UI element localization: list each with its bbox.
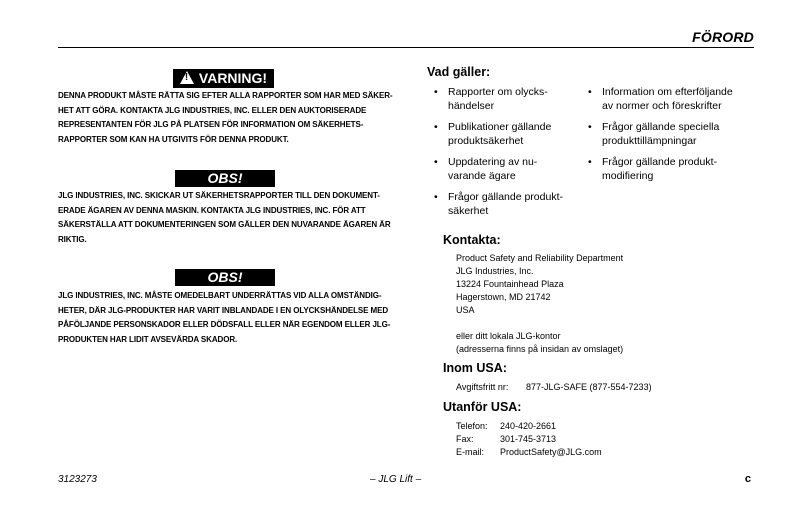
footer-doc-number: 3123273	[58, 474, 97, 485]
section-heading-vad-galler: Vad gäller:	[427, 65, 491, 79]
field-key: Fax:	[456, 434, 474, 444]
field-key: Telefon:	[456, 421, 488, 431]
email-value: ProductSafety@JLG.com	[500, 447, 602, 457]
field-key: E-mail:	[456, 447, 485, 457]
warning-label-text: VARNING!	[198, 70, 268, 86]
notice-line: RIKTIG.	[58, 234, 87, 244]
fax-value: 301-745-3713	[500, 434, 557, 444]
notice-line: ERADE ÄGAREN AV DENNA MASKIN. KONTAKTA JLG INDUSTRIES, INC. FÖR ATT	[58, 205, 366, 215]
list-item: • Frågor gällande produkt- säkerhet	[434, 190, 579, 218]
phone-value: 877-JLG-SAFE (877-554-7233)	[526, 382, 652, 392]
notice-line: PÅFÖLJANDE PERSONSKADOR ELLER DÖDSFALL ELLER NÄR EGENDOM ELLER JLG-	[58, 320, 391, 330]
list-item: • Frågor gällande produkt- modifiering	[588, 155, 756, 183]
warning-triangle-icon	[180, 71, 194, 84]
contact-address	[456, 252, 686, 356]
obs-label: OBS!	[175, 269, 275, 286]
list-item: • Frågor gällande speciella produkttillämpningar	[588, 120, 756, 148]
address-line: USA	[456, 305, 475, 315]
section-heading-utanfor-usa: Utanför USA:	[443, 400, 522, 414]
notice-line: DENNA PRODUKT MÅSTE RÄTTA SIG EFTER ALLA RAPPORTER SOM HAR MED SÄKER-	[58, 91, 393, 100]
address-line: JLG Industries, Inc.	[456, 266, 534, 276]
section-heading-inom-usa: Inom USA:	[443, 361, 507, 375]
address-line: (adresserna finns på insidan av omslaget)	[456, 344, 624, 354]
address-line: 13224 Fountainhead Plaza	[456, 279, 564, 289]
address-line: Product Safety and Reliability Department	[456, 253, 624, 263]
obs-label: OBS!	[175, 170, 275, 187]
address-line: Hagerstown, MD 21742	[456, 292, 551, 302]
header-rule	[58, 47, 754, 48]
warning-notice	[58, 89, 403, 147]
notice-line: JLG INDUSTRIES, INC. MÅSTE OMEDELBART UNDERRÄTTAS VID ALLA OMSTÄNDIG-	[58, 291, 382, 300]
inom-usa-contact	[456, 381, 686, 394]
bullet-list-left	[434, 85, 579, 225]
footer-page-number: c	[744, 473, 751, 485]
obs-notice	[58, 289, 403, 347]
list-item: • Information om efterföljande av normer och föreskrifter	[588, 85, 756, 113]
page-title: FÖRORD	[692, 29, 754, 45]
notice-line: HET ATT GÖRA. KONTAKTA JLG INDUSTRIES, INC. ELLER DEN AUKTORISERADE	[58, 105, 367, 115]
notice-line: SÄKERSTÄLLA ATT DOKUMENTERINGEN SOM GÄLLER DEN NUVARANDE ÄGAREN ÄR	[58, 220, 391, 230]
footer-brand: – JLG Lift –	[370, 474, 422, 485]
warning-label	[173, 69, 274, 88]
phone-value: 240-420-2661	[500, 421, 557, 431]
notice-line: HETER, DÄR JLG-PRODUKTER HAR VARIT INBLANDADE I EN OLYCKSHÄNDELSE MED	[58, 305, 389, 315]
address-line: eller ditt lokala JLG-kontor	[456, 331, 561, 341]
list-item: • Publikationer gällande produktsäkerhet	[434, 120, 579, 148]
utanfor-usa-contact	[456, 420, 696, 459]
section-heading-kontakta: Kontakta:	[443, 233, 501, 247]
bullet-list-right	[588, 85, 756, 190]
field-key: Avgiftsfritt nr:	[456, 382, 509, 392]
obs-notice	[58, 189, 403, 247]
notice-line: RAPPORTER SOM KAN HA UTGIVITS FÖR DENNA PRODUKT.	[58, 134, 289, 144]
notice-line: REPRESENTANTEN FÖR JLG PÅ PLATSEN FÖR INFORMATION OM SÄKERHETS-	[58, 120, 364, 130]
notice-line: PRODUKTEN HAR LIDIT AVSEVÄRDA SKADOR.	[58, 334, 238, 344]
notice-line: JLG INDUSTRIES, INC. SKICKAR UT SÄKERHETSRAPPORTER TILL DEN DOKUMENT-	[58, 191, 380, 200]
list-item: • Rapporter om olycks- händelser	[434, 85, 579, 113]
list-item: • Uppdatering av nu- varande ägare	[434, 155, 579, 183]
